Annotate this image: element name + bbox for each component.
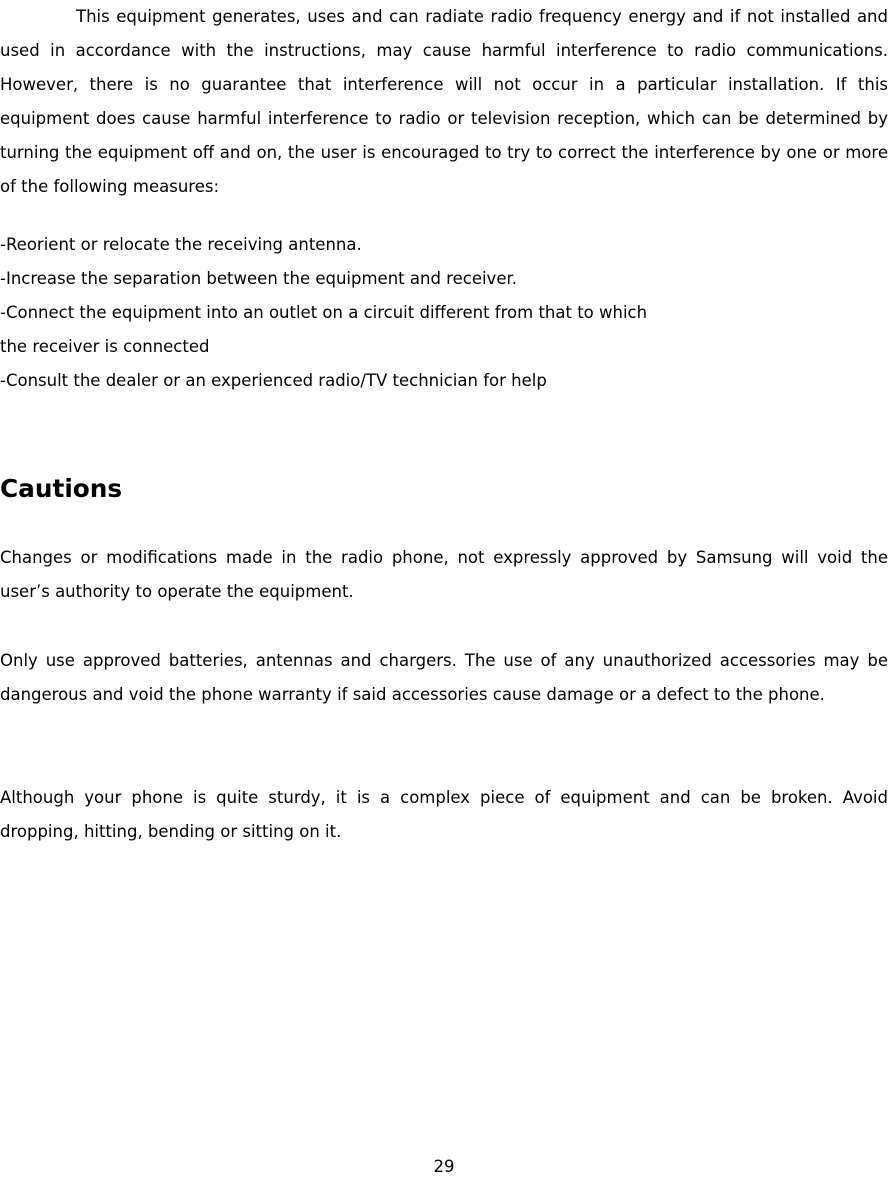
measure-item-consult: -Consult the dealer or an experienced radio/TV technician for help [0, 371, 547, 390]
measures-list [0, 228, 888, 398]
cautions-heading: Cautions [0, 474, 123, 503]
caution-paragraph-modifications: Changes or modifications made in the radio phone, not expressly approved by Samsung will void the user’s authority to operate the equipment. [0, 548, 888, 601]
caution-paragraph-accessories: Only use approved batteries, antennas and chargers. The use of any unauthorized accessories may be dangerous and void the phone warranty if said accessories cause damage or a defect to the phone. [0, 651, 888, 704]
measure-item-outlet: -Connect the equipment into an outlet on a circuit different from that to which [0, 303, 648, 322]
page-number: 29 [433, 1157, 455, 1176]
measure-item-separation: -Increase the separation between the equipment and receiver. [0, 269, 517, 288]
measure-item-reorient: -Reorient or relocate the receiving antenna. [0, 235, 362, 254]
caution-paragraph-sturdy: Although your phone is quite sturdy, it is a complex piece of equipment and can be broken. Avoid dropping, hitting, bending or sitting on it. [0, 788, 888, 841]
interference-paragraph: This equipment generates, uses and can radiate radio frequency energy and if not installed and used in accordance with the instructions, may cause harmful interference to radio communications. However, there is no guarantee that interference will not occur in a particular installation. If this equipment does cause harmful interference to radio or television reception, which can be determined by turning the equipment off and on, the user is encouraged to try to correct the interference by one or more of the following measures: [0, 7, 888, 196]
measure-item-outlet-continued: the receiver is connected [0, 337, 210, 356]
